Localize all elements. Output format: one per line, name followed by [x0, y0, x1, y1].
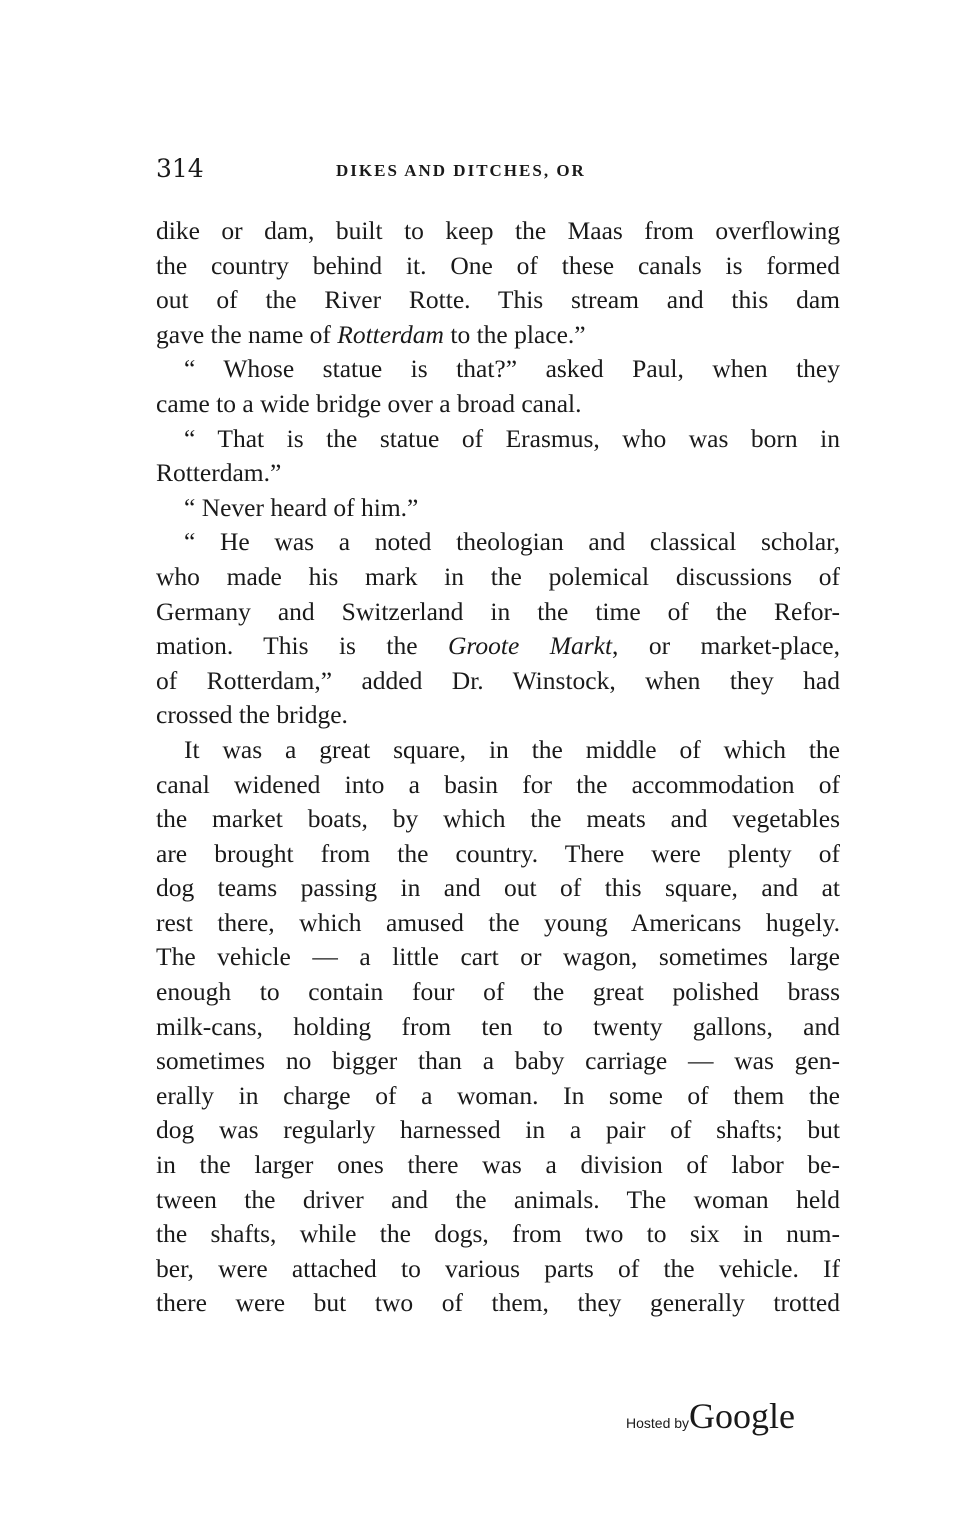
page-number: 314 [156, 154, 204, 183]
running-head [156, 154, 840, 188]
line-text: “ Whose statue is that?” asked Paul, when they [184, 354, 840, 384]
text-line [156, 560, 840, 595]
line-text: dike or dam, built to keep the Maas from overflowing [156, 216, 840, 245]
text-line [156, 1044, 840, 1079]
text-line [156, 525, 840, 560]
line-text: dog was regularly harnessed in a pair of shafts; but [156, 1115, 840, 1145]
text-line [156, 940, 840, 975]
text-line [156, 249, 840, 284]
line-text: Rotterdam.” [156, 458, 282, 488]
line-text: the country behind it. One of these canals is formed [156, 250, 840, 280]
line-text: gave the name of [156, 319, 338, 349]
italic-term: Rotterdam [337, 319, 444, 349]
text-line [156, 1252, 840, 1287]
text-line [156, 387, 840, 422]
hosted-by-label: Hosted by [626, 1415, 690, 1431]
text-line [156, 733, 840, 768]
italic-term: Groote Markt [447, 631, 613, 661]
line-text: “ That is the statue of Erasmus, who was born in [184, 423, 840, 453]
text-line [156, 1010, 840, 1045]
text-line [156, 1079, 840, 1114]
text-line [156, 352, 840, 387]
line-text: tween the driver and the animals. The woman held [156, 1184, 840, 1214]
text-line [156, 422, 840, 457]
text-line [156, 664, 840, 699]
text-line [156, 1286, 840, 1321]
text-line [156, 975, 840, 1010]
text-line [156, 698, 840, 733]
text-line [156, 456, 840, 491]
text-line [156, 283, 840, 318]
text-line [156, 1183, 840, 1218]
text-line [156, 595, 840, 630]
google-logo: Google [689, 1396, 796, 1436]
line-text: to the place.” [443, 319, 586, 349]
line-text: the shafts, while the dogs, from two to six in num- [156, 1219, 840, 1249]
text-line [156, 802, 840, 837]
line-text: are brought from the country. There were plenty of [156, 838, 840, 868]
line-text: “ Never heard of him.” [184, 492, 419, 522]
line-text: The vehicle — a little cart or wagon, sometimes large [156, 942, 840, 972]
line-text: ber, were attached to various parts of the vehicle. If [156, 1253, 840, 1283]
text-line [156, 837, 840, 872]
text-line [156, 1148, 840, 1183]
line-text: rest there, which amused the young Americans hugely. [156, 907, 840, 937]
text-line [156, 1113, 840, 1148]
text-line [156, 629, 840, 664]
running-title: DIKES AND DITCHES, OR [336, 161, 586, 180]
body-text [156, 214, 840, 1321]
line-text: in the larger ones there was a division of labor be- [156, 1150, 840, 1180]
line-text: who made his mark in the polemical discussions of [156, 561, 840, 591]
text-line [156, 1217, 840, 1252]
line-text: the market boats, by which the meats and vegetables [156, 804, 840, 834]
line-text: milk-cans, holding from ten to twenty gallons, and [156, 1011, 840, 1041]
line-text: came to a wide bridge over a broad canal. [156, 388, 582, 418]
line-text: sometimes no bigger than a baby carriage — was gen- [156, 1046, 840, 1076]
line-text: Germany and Switzerland in the time of the Refor- [156, 596, 840, 626]
line-text: of Rotterdam,” added Dr. Winstock, when they had [156, 665, 840, 695]
line-text: It was a great square, in the middle of which the [184, 734, 840, 764]
line-text: mation. This is the [156, 631, 448, 661]
text-line [156, 214, 840, 249]
line-text: out of the River Rotte. This stream and this dam [156, 285, 840, 315]
text-line [156, 871, 840, 906]
line-text: crossed the bridge. [156, 700, 348, 730]
line-text: enough to contain four of the great polished brass [156, 977, 840, 1007]
line-text: dog teams passing in and out of this square, and at [156, 873, 840, 903]
line-text: canal widened into a basin for the accommodation of [156, 769, 840, 799]
text-line [156, 318, 840, 353]
line-text: “ He was a noted theologian and classical scholar, [184, 527, 840, 557]
text-line [156, 906, 840, 941]
line-text: erally in charge of a woman. In some of them the [156, 1080, 840, 1110]
text-line [156, 491, 840, 526]
hosted-by-google-watermark [626, 1395, 795, 1435]
text-line [156, 768, 840, 803]
line-text: , or market-place, [612, 631, 840, 661]
line-text: there were but two of them, they generally trotted [156, 1288, 840, 1318]
